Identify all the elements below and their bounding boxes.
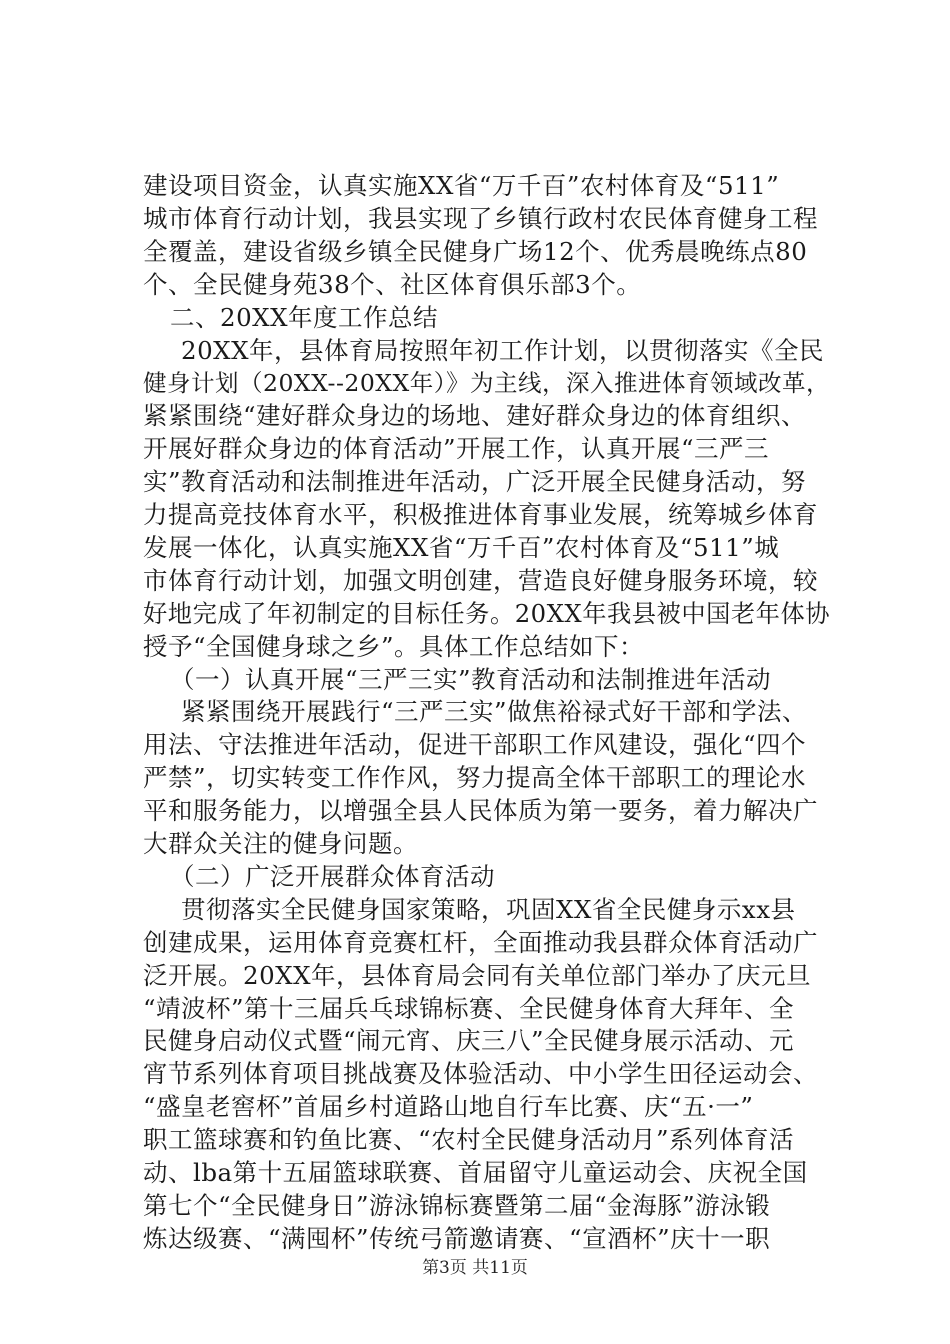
page-number-footer: 第3页 共11页 [422, 1258, 528, 1278]
paragraph-line: 20XX年，县体育局按照年初工作计划，以贯彻落实《全民 [181, 336, 825, 365]
paragraph-line: 开展好群众身边的体育活动”开展工作，认真开展“三严三 [143, 434, 770, 463]
paragraph-line: 第七个“全民健身日”游泳锦标赛暨第二届“金海豚”游泳锻 [143, 1191, 771, 1220]
paragraph-line: 实”教育活动和法制推进年活动，广泛开展全民健身活动，努 [143, 467, 807, 496]
paragraph-line: 宵节系列体育项目挑战赛及体验活动、中小学生田径运动会、 [143, 1059, 818, 1088]
paragraph-line: 民健身启动仪式暨“闹元宵、庆三八”全民健身展示活动、元 [143, 1026, 795, 1055]
paragraph-line: 动、lba第十五届篮球联赛、首届留守儿童运动会、庆祝全国 [143, 1158, 808, 1187]
paragraph-line: “盛皇老窖杯”首届乡村道路山地自行车比赛、庆“五·一” [143, 1092, 754, 1121]
paragraph-line: 全覆盖，建设省级乡镇全民健身广场12个、优秀晨晚练点80 [143, 237, 808, 266]
paragraph-line: 发展一体化，认真实施XX省“万千百”农村体育及“511”城 [143, 533, 780, 562]
paragraph-line: 力提高竞技体育水平，积极推进体育事业发展，统筹城乡体育 [143, 500, 818, 529]
paragraph-line: 严禁”，切实转变工作作风，努力提高全体干部职工的理论水 [143, 763, 807, 792]
paragraph-line: 大群众关注的健身问题。 [143, 829, 418, 858]
paragraph-line: 创建成果，运用体育竞赛杠杆，全面推动我县群众体育活动广 [143, 928, 818, 957]
paragraph-line: 好地完成了年初制定的目标任务。20XX年我县被中国老年体协 [143, 599, 831, 628]
section-heading: 二、20XX年度工作总结 [170, 303, 439, 332]
paragraph-line: 用法、守法推进年活动，促进干部职工作风建设，强化“四个 [143, 730, 807, 759]
paragraph-line: 泛开展。20XX年，县体育局会同有关单位部门举办了庆元旦 [143, 961, 812, 990]
paragraph-line: 个、全民健身苑38个、社区体育俱乐部3个。 [143, 270, 642, 299]
paragraph-line: 市体育行动计划，加强文明创建，营造良好健身服务环境，较 [143, 566, 818, 595]
paragraph-line: 职工篮球赛和钓鱼比赛、“农村全民健身活动月”系列体育活 [143, 1125, 795, 1154]
paragraph-line: “靖波杯”第十三届兵乓球锦标赛、全民健身体育大拜年、全 [143, 994, 795, 1023]
paragraph-line: 贯彻落实全民健身国家策略，巩固XX省全民健身示xx县 [181, 895, 796, 924]
paragraph-line: 紧紧围绕“建好群众身边的场地、建好群众身边的体育组织、 [143, 401, 807, 430]
paragraph-line: 平和服务能力，以增强全县人民体质为第一要务，着力解决广 [143, 796, 818, 825]
paragraph-line: 城市体育行动计划，我县实现了乡镇行政村农民体育健身工程 [143, 204, 818, 233]
section-heading: （一）认真开展“三严三实”教育活动和法制推进年活动 [170, 665, 772, 694]
paragraph-line: 紧紧围绕开展践行“三严三实”做焦裕禄式好干部和学法、 [181, 697, 808, 726]
section-heading: （二）广泛开展群众体育活动 [170, 862, 495, 891]
paragraph-line: 授予“全国健身球之乡”。具体工作总结如下： [143, 632, 645, 661]
paragraph-line: 健身计划（20XX--20XX年）》为主线，深入推进体育领域改革， [143, 369, 831, 397]
paragraph-line: 炼达级赛、“满囤杯”传统弓箭邀请赛、“宣酒杯”庆十一职 [143, 1224, 771, 1253]
paragraph-line: 建设项目资金，认真实施XX省“万千百”农村体育及“511” [143, 171, 780, 200]
